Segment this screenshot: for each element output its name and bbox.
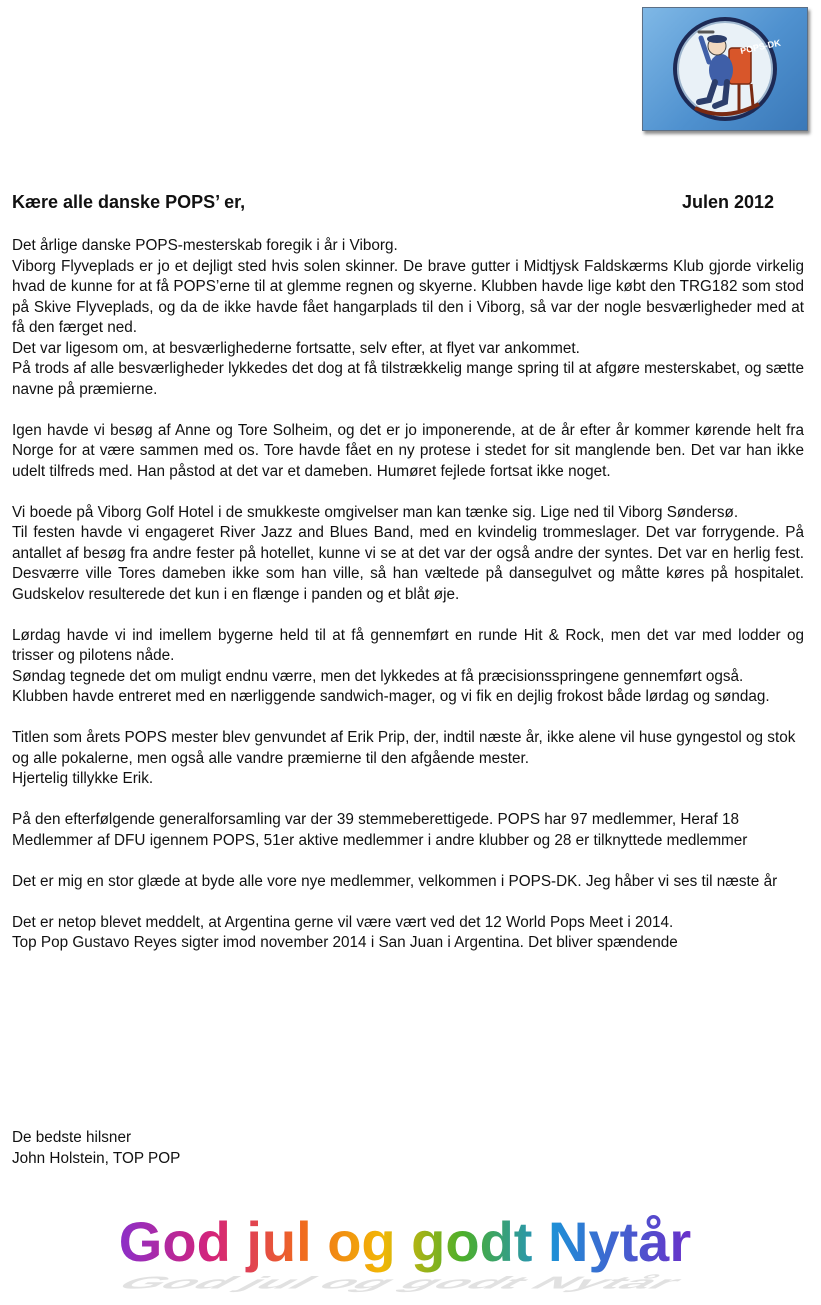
pops-logo (642, 7, 808, 131)
paragraph-line: Det var ligesom om, at besværlighederne fortsatte, selv efter, at flyet var ankommet. (12, 339, 580, 357)
paragraph-line: Igen havde vi besøg af Anne og Tore Solheim, og det er jo imponerende, at de år efter år kommer kørende helt fra Norge for at være sammen med os. Tore havde fået en ny protese i stedet for sit manglende ben. Det var han ikke udelt tilfreds med. Han påstod at det var et dameben. Humøret fejlede fortsat ikke noget. (12, 421, 804, 480)
paragraph-world-meet (12, 913, 804, 954)
paragraph-line: Det årlige danske POPS-mesterskab foregik i år i Viborg. (12, 237, 398, 254)
paragraph-line: Klubben havde entreret med en nærliggende sandwich-mager, og vi fik en dejlig frokost både lørdag og søndag. (12, 688, 770, 705)
paragraph-welcome (12, 872, 804, 893)
signature: John Holstein, TOP POP (12, 1149, 181, 1167)
banner-shadow: God jul og godt Nytår (106, 1272, 695, 1293)
letter-date: Julen 2012 (681, 192, 774, 212)
paragraph-line: Det er netop blevet meddelt, at Argentina gerne vil være vært ved det 12 World Pops Meet i 2014. (12, 913, 674, 931)
logo-text: POPS-DK (739, 37, 782, 56)
greeting-banner (105, 1205, 705, 1295)
paragraph-line: Hjertelig tillykke Erik. (12, 770, 154, 787)
paragraph-line: Vi boede på Viborg Golf Hotel i de smukkeste omgivelser man kan tænke sig. Lige ned til Viborg Søndersø. (12, 503, 739, 521)
paragraph-visitors (12, 421, 804, 483)
paragraph-line: Til festen havde vi engageret River Jazz and Blues Band, med en kvindelig trommeslager. Det var forrygende. På antallet af besøg fra andre fester på hotellet, kunne vi se at det var der også andre der syntes. Det var en herlig fest. Desværre ville Tores dameben ikke som han ville, så han væltede på dansegulvet og måtte køres på hospitalet. Gudskelov resulterede det kun i en flænge i panden og et blåt øje. (12, 524, 804, 603)
paragraph-line: Viborg Flyveplads er jo et dejligt sted hvis solen skinner. De brave gutter i Midtjysk Faldskærms Klub gjorde virkelig hvad de kunne for at få POPS’erne til at glemme regnen og skyerne. Klubben havde lige købt den TRG182 som stod på Skive Flyveplads, og da de ikke havde fået hangarplads til den i Viborg, så var der nogle besværligheder med at få den færget ned. (12, 257, 804, 336)
paragraph-line: Det er mig en stor glæde at byde alle vore nye medlemmer, velkommen i POPS-DK. Jeg håber vi ses til næste år (12, 872, 778, 890)
pops-rocking-chair-logo-icon (643, 8, 807, 130)
paragraph-hotel (12, 503, 804, 606)
paragraph-weekend (12, 626, 804, 708)
paragraph-line: Søndag tegnede det om muligt endnu værre, men det lykkedes at få præcisionsspringene gennemført også. (12, 667, 744, 685)
paragraph-champion (12, 728, 804, 790)
paragraph-championship (12, 236, 804, 400)
paragraph-line: Titlen som årets POPS mester blev genvundet af Erik Prip, der, indtil næste år, ikke alene vil huse gyngestol og stok og alle pokalerne, men også alle vandre præmierne til den afgående mester. (12, 729, 796, 767)
paragraph-line: Lørdag havde vi ind imellem bygerne held til at få gennemført en runde Hit & Rock, men det var med lodder og trisser og pilotens nåde. (12, 626, 804, 664)
letter-closing (12, 1128, 180, 1169)
paragraph-general-assembly (12, 810, 804, 851)
banner-text: God jul og godt Nytår (118, 1210, 692, 1273)
letter-body (12, 236, 804, 974)
letter-header (12, 192, 774, 216)
paragraph-line: På den efterfølgende generalforsamling var der 39 stemmeberettigede. POPS har 97 medlemmer, Heraf 18 Medlemmer af DFU igennem POPS, 51er aktive medlemmer i andre klubber og 28 er tilknyttede medlemmer (12, 811, 748, 849)
closing-regards: De bedste hilsner (12, 1129, 132, 1146)
greeting: Kære alle danske POPS’ er, (12, 192, 246, 212)
paragraph-line: Top Pop Gustavo Reyes sigter imod november 2014 i San Juan i Argentina. Det bliver spændende (12, 934, 678, 951)
paragraph-line: På trods af alle besværligheder lykkedes det dog at få tilstrækkelig mange spring til at afgøre mesterskabet, og sætte navne på præmierne. (12, 360, 804, 398)
